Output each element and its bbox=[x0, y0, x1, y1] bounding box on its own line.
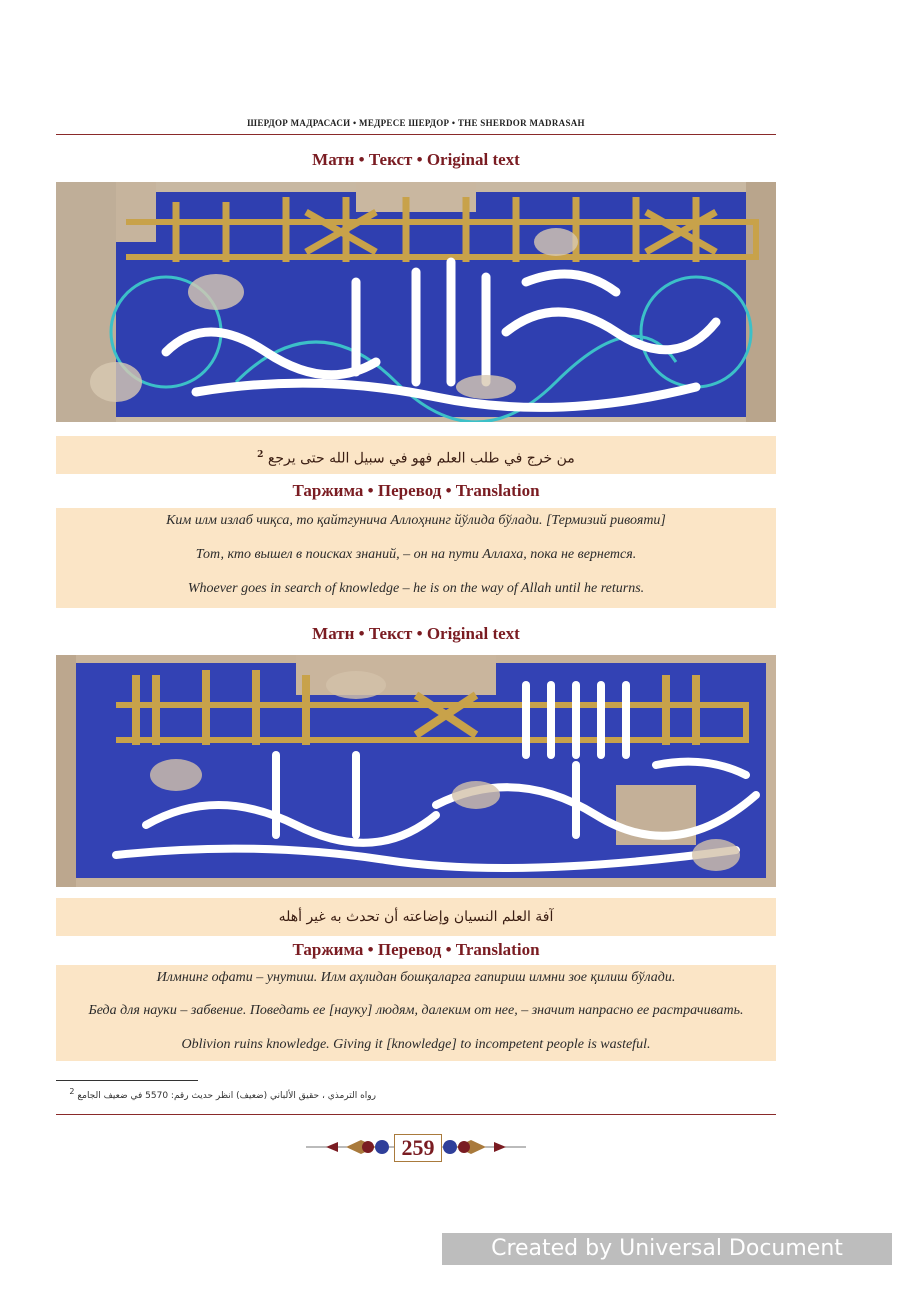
translation-uzbek-2: Илмнинг офати – унутиш. Илм аҳлидан бошқаларга гапириш илмни зое қилиш бўлади. bbox=[156, 970, 676, 985]
footnote bbox=[56, 1087, 376, 1101]
original-text-title-2: Матн • Текст • Original text bbox=[312, 624, 520, 643]
converter-watermark: Created by Universal Document Converter bbox=[442, 1233, 892, 1265]
footer-rule bbox=[56, 1114, 776, 1115]
translation-english-1: Whoever goes in search of knowledge – he is on the way of Allah until he returns. bbox=[187, 581, 645, 596]
page-number: 259 bbox=[394, 1134, 442, 1162]
arabic-text-1 bbox=[56, 436, 776, 478]
arabic-text-2: آفة العلم النسيان وإضاعته أن تحدث به غير أهله bbox=[278, 909, 554, 925]
arabic-text-band-2 bbox=[56, 898, 776, 936]
translation-band-1 bbox=[56, 508, 776, 608]
translation-english-2: Oblivion ruins knowledge. Giving it [knowledge] to incompetent people is wasteful. bbox=[181, 1037, 651, 1052]
running-head: ШЕРДОР МАДРАСАСИ • МЕДРЕСЕ ШЕРДОР • THE SHERDOR MADRASAH bbox=[247, 118, 585, 128]
footnote-rule bbox=[56, 1080, 198, 1081]
inscription-photo-1 bbox=[56, 182, 776, 422]
footnote-text: رواه الترمذي ، حقيق الألباني (ضعيف) انظر حديث رقم: 5570 في ضعيف الجامع bbox=[77, 1091, 376, 1101]
translation-russian-1: Тот, кто вышел в поисках знаний, – он на пути Аллаха, пока не вернется. bbox=[195, 547, 637, 562]
translation-uzbek-1: Ким илм излаб чиқса, то қайтгунича Аллоҳнинг йўлида бўлади. [Термизий ривояти] bbox=[166, 513, 666, 528]
footnote-marker[interactable]: 2 bbox=[257, 450, 264, 460]
translation-russian-2: Беда для науки – забвение. Поведать ее [науку] людям, далеким от нее, – значит напрасно ее растрачивать. bbox=[88, 1003, 744, 1018]
footnote-number: 2 bbox=[69, 1087, 75, 1096]
inscription-photo-2 bbox=[56, 655, 776, 887]
arabic-text-band-1 bbox=[56, 436, 776, 474]
header-rule bbox=[56, 134, 776, 135]
translation-title-2: Таржима • Перевод • Translation bbox=[292, 940, 540, 959]
translation-title-1: Таржима • Перевод • Translation bbox=[292, 481, 540, 500]
original-text-title-1: Матн • Текст • Original text bbox=[312, 150, 520, 169]
translation-band-2 bbox=[56, 965, 776, 1061]
arabic-text-1-content: من خرج في طلب العلم فهو في سبيل الله حتى يرجع bbox=[267, 450, 575, 467]
